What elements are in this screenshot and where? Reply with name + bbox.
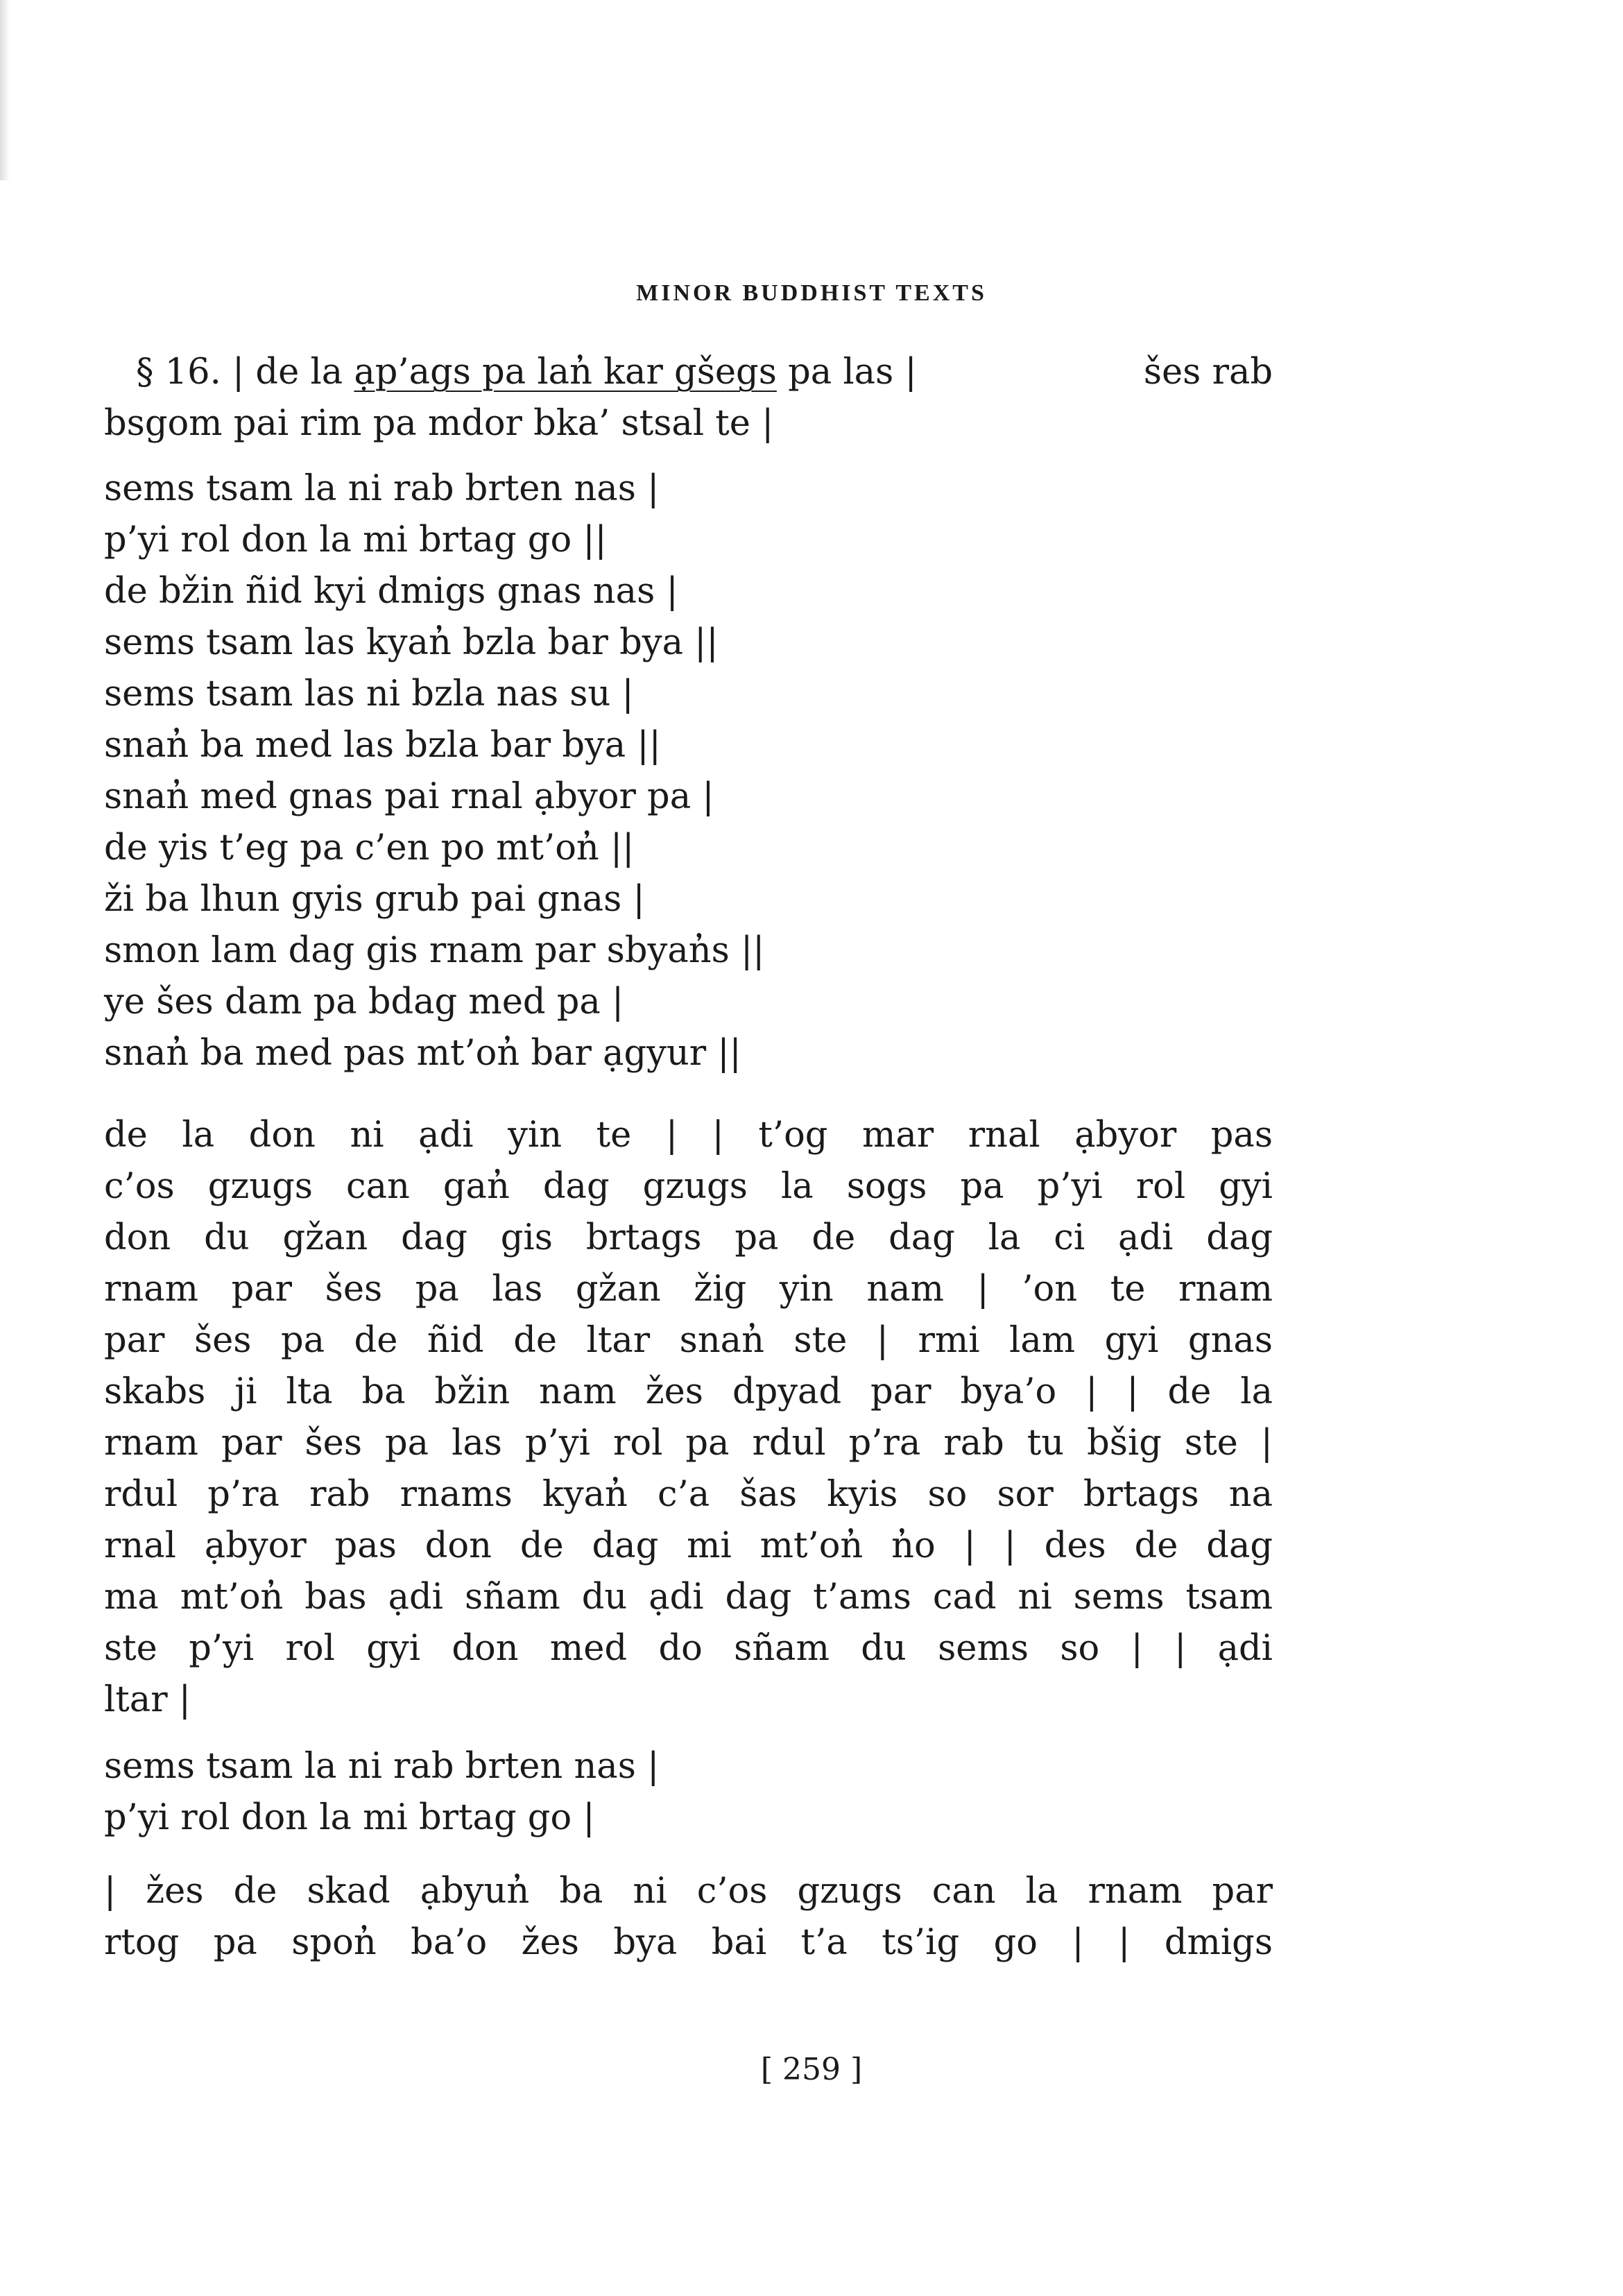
prose-line: rdul p’ra rab rnams kyan̓ c’a šas kyis so sor brtags na bbox=[104, 1474, 1273, 1515]
running-title: MINOR BUDDHIST TEXTS bbox=[636, 280, 987, 306]
prose-line: rnam par šes pa las gžan žig yin nam | ’on te rnam bbox=[104, 1269, 1273, 1310]
prose-line: skabs ji lta ba bžin nam žes dpyad par bya’o | | de la bbox=[104, 1371, 1273, 1412]
verse-line: sems tsam las kyan̓ bzla bar bya || bbox=[104, 622, 719, 663]
prose-line-last: ltar | bbox=[104, 1679, 191, 1720]
closing-paragraph bbox=[104, 1866, 1273, 1969]
prose-line: don du gžan dag gis brtags pa de dag la ci ạdi dag bbox=[104, 1217, 1273, 1258]
scan-edge-shadow bbox=[0, 0, 10, 180]
closing-line: | žes de skad ạbyun̓ ba ni c’os gzugs can la rnam par bbox=[104, 1871, 1273, 1912]
prose-line: ste p’yi rol gyi don med do sñam du sems so | | ạdi bbox=[104, 1628, 1273, 1669]
prose-line: de la don ni ạdi yin te | | t’og mar rnal ạbyor pas bbox=[104, 1115, 1273, 1156]
verse-line: p’yi rol don la mi brtag go | bbox=[104, 1797, 595, 1838]
verse-line: ži ba lhun gyis grub pai gnas | bbox=[104, 879, 645, 920]
verse-line: snan̓ ba med pas mt’on̓ bar ạgyur || bbox=[104, 1033, 741, 1074]
section-16-line-2: bsgom pai rim pa mdor bka’ stsal te | bbox=[104, 403, 774, 444]
verse-line: snan̓ med gnas pai rnal ạbyor pa | bbox=[104, 776, 714, 817]
verse-line: sems tsam las ni bzla nas su | bbox=[104, 674, 634, 714]
prose-line: par šes pa de ñid de ltar snan̓ ste | rmi lam gyi gnas bbox=[104, 1320, 1273, 1361]
page-number: [ 259 ] bbox=[760, 2052, 863, 2087]
prose-line: c’os gzugs can gan̓ dag gzugs la sogs pa p’yi rol gyi bbox=[104, 1166, 1273, 1207]
section-16-underlined-phrase: ạp’ags pa lan̓ kar gšegs bbox=[354, 352, 777, 393]
prose-line: rnam par šes pa las p’yi rol pa rdul p’ra rab tu bšig ste | bbox=[104, 1423, 1273, 1464]
section-16-line-1 bbox=[104, 347, 1273, 398]
verse-line: ye šes dam pa bdag med pa | bbox=[104, 982, 624, 1022]
section-16-line-1-end: šes rab bbox=[1143, 352, 1273, 393]
section-16-line-1-pre: § 16. | de la bbox=[136, 352, 354, 393]
verse-line: p’yi rol don la mi brtag go || bbox=[104, 520, 607, 560]
verse-line: sems tsam la ni rab brten nas | bbox=[104, 1746, 660, 1787]
verse-line: smon lam dag gis rnam par sbyan̓s || bbox=[104, 930, 765, 971]
prose-paragraph bbox=[104, 1110, 1273, 1726]
verse-line: sems tsam la ni rab brten nas | bbox=[104, 468, 660, 509]
section-16-heading bbox=[104, 347, 1273, 449]
verse-block-2 bbox=[104, 1741, 1273, 1844]
verse-block-1 bbox=[104, 463, 1273, 1079]
verse-line: de yis t’eg pa c’en po mt’on̓ || bbox=[104, 828, 635, 868]
verse-line: snan̓ ba med las bzla bar bya || bbox=[104, 725, 661, 766]
prose-line: ma mt’on̓ bas ạdi sñam du ạdi dag t’ams cad ni sems tsam bbox=[104, 1577, 1273, 1618]
prose-line: rnal ạbyor pas don de dag mi mt’on̓ n̓o | | des de dag bbox=[104, 1525, 1273, 1566]
closing-line: rtog pa spon̓ ba’o žes bya bai t’a ts’ig go | | dmigs bbox=[104, 1922, 1273, 1963]
verse-line: de bžin ñid kyi dmigs gnas nas | bbox=[104, 571, 678, 612]
section-16-line-1-post: pa las | bbox=[776, 352, 917, 393]
